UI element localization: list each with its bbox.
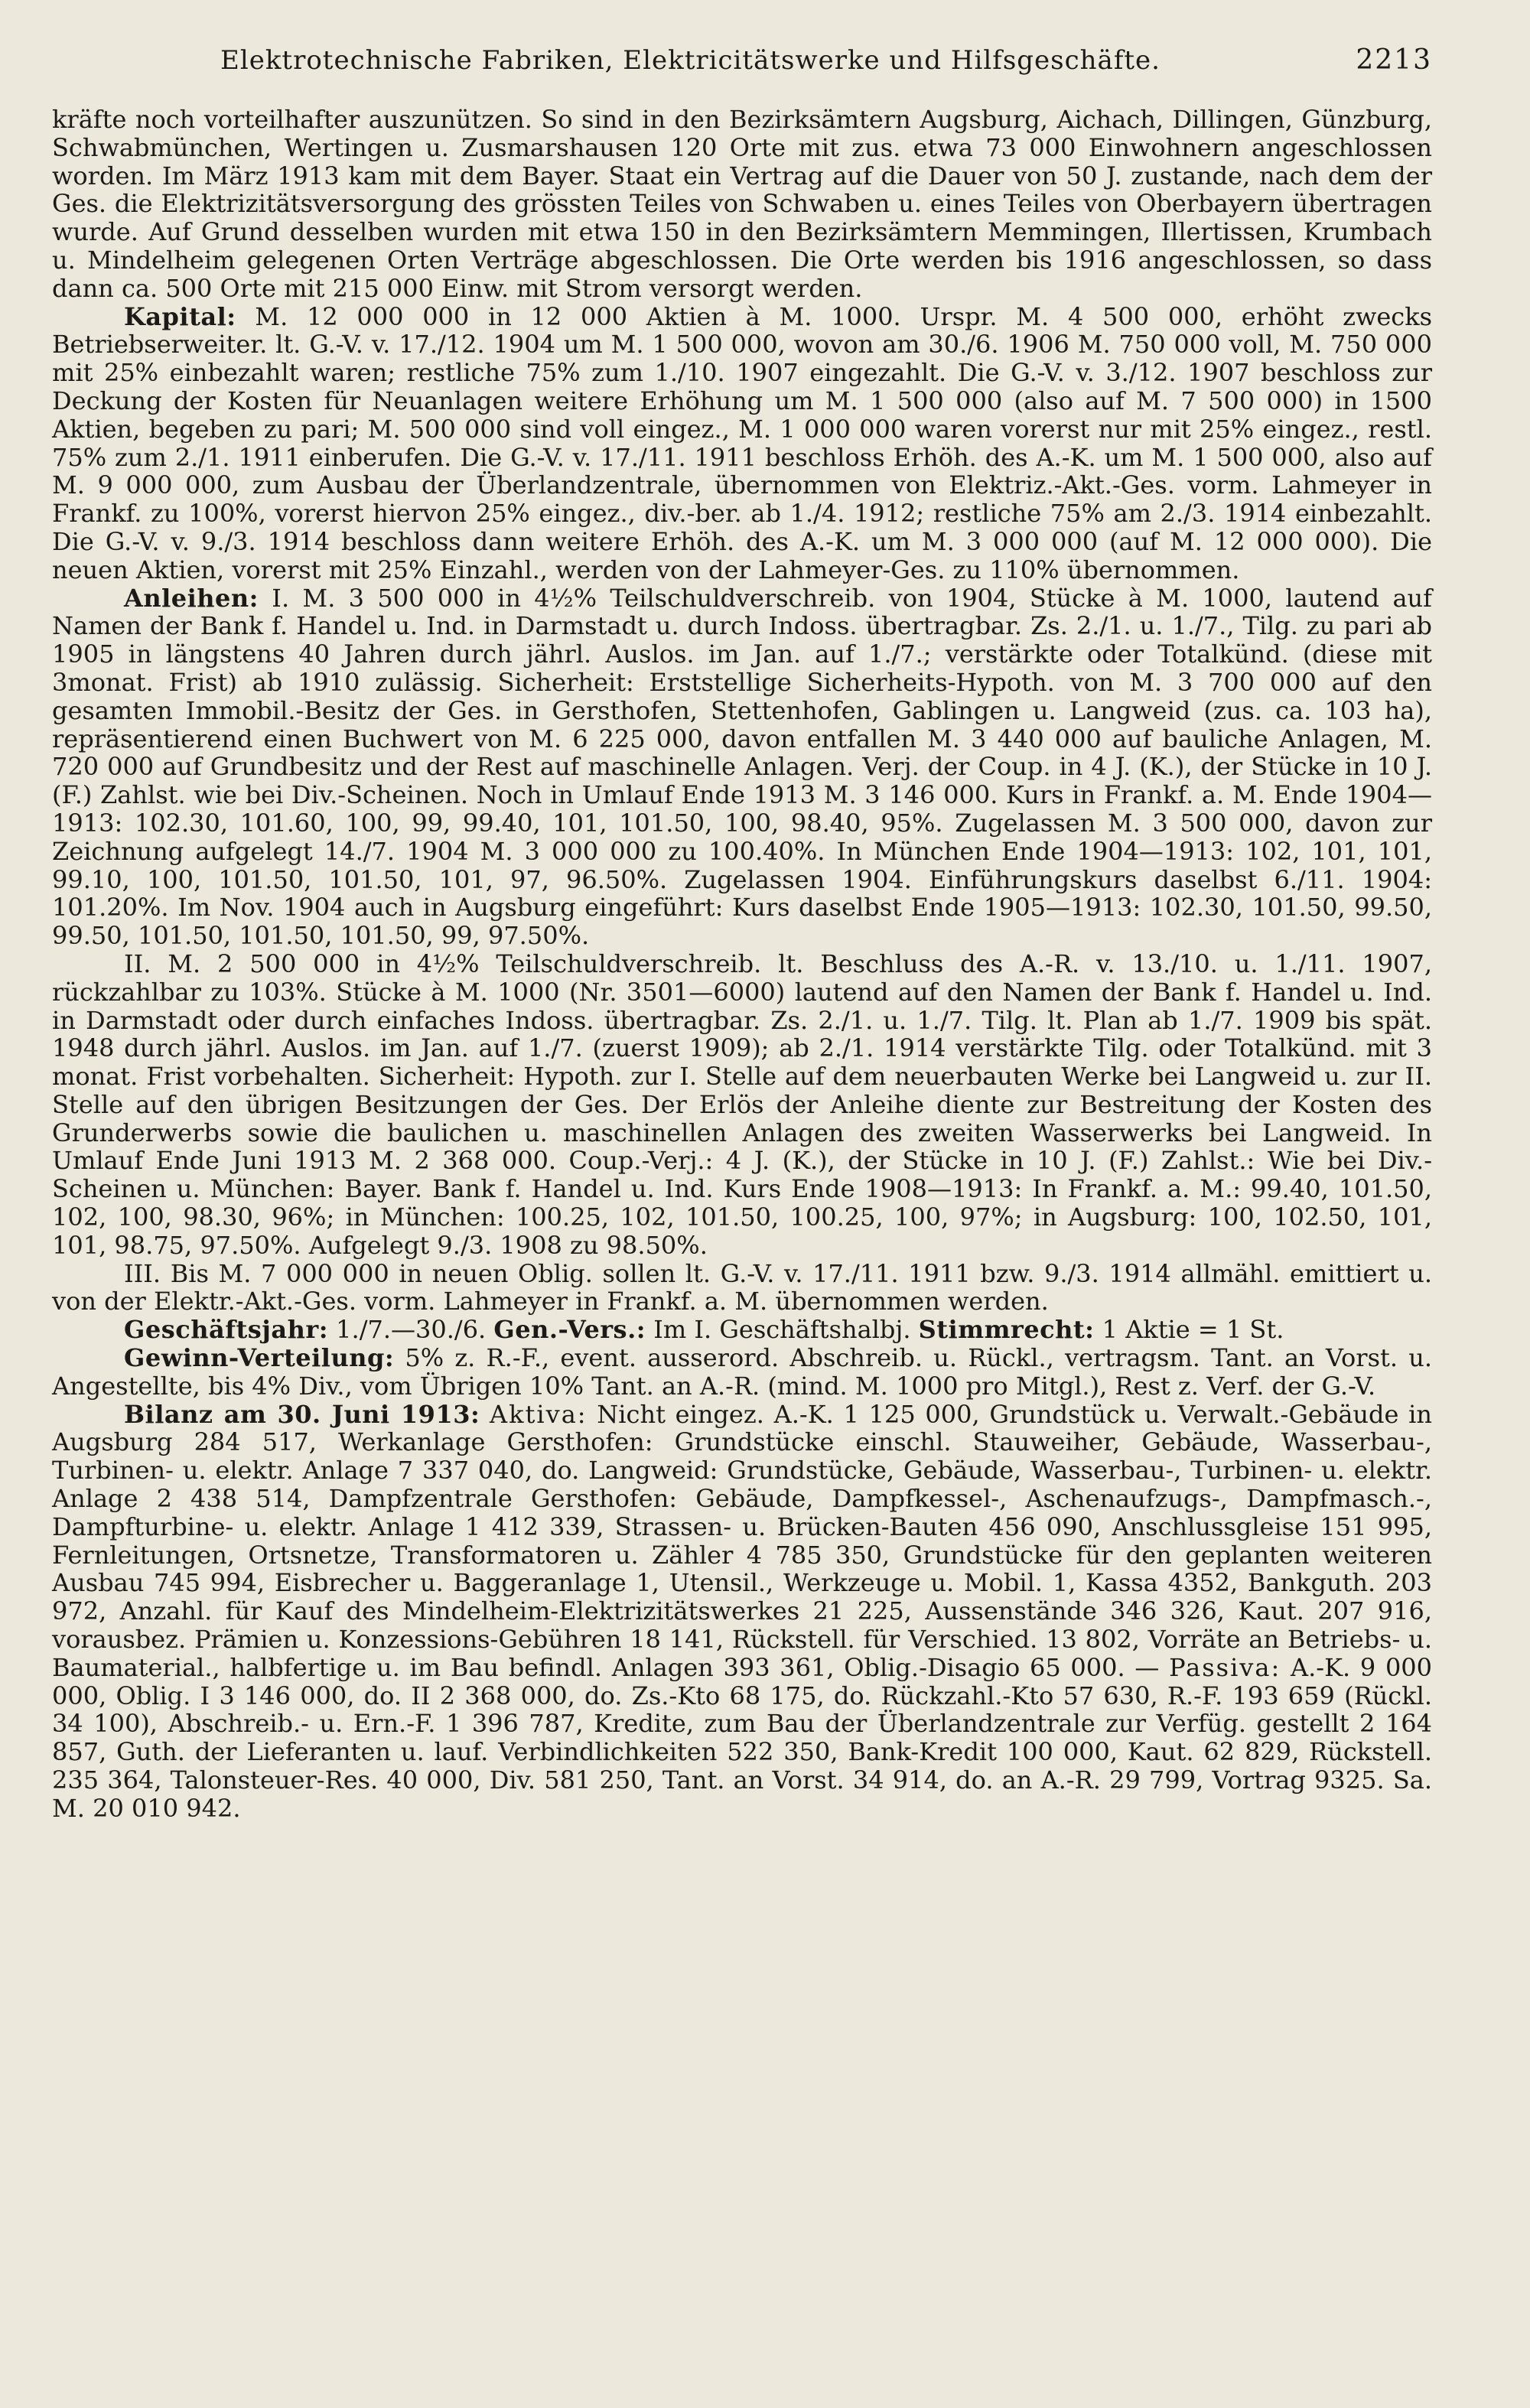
anleihen-paragraph [52, 584, 1432, 950]
gen-vers-label: Gen.-Vers.: [493, 1315, 646, 1345]
stimmrecht-label: Stimmrecht: [918, 1315, 1095, 1345]
passiva-text: A.-K. 9 000 000, Oblig. I 3 146 000, do. II 2 368 000, do. Zs.-Kto 68 175, do. Rückzahl.-Kto 57 630, R.-F. 193 659 (Rückl. 34 100), Abschreib.- u. Ern.-F. 1 396 787, Kredite, zum Bau der Überlandzentrale zur Verfüg. gestellt 2 164 857, Guth. der Lieferanten u. lauf. Verbindlichkeiten 522 350, Bank-Kredit 100 000, Kaut. 62 829, Rückstell. 235 364, Talonsteuer-Res. 40 000, Div. 581 250, Tant. an Vorst. 34 914, do. an A.-R. 29 799, Vortrag 9325. Sa. M. 20 010 942. [52, 1652, 1433, 1823]
geschaeftsjahr-label: Geschäftsjahr: [124, 1315, 328, 1345]
gewinn-label: Gewinn-Verteilung: [124, 1343, 395, 1373]
body-text [52, 106, 1432, 1823]
bilanz-paragraph [52, 1401, 1432, 1823]
page-header [220, 44, 1432, 83]
anleihen-part2-paragraph [52, 950, 1432, 1260]
passiva-label: Passiva: [1169, 1652, 1281, 1682]
geschaeftsjahr-text: 1./7.—30./6. [336, 1315, 487, 1345]
running-title: Elektrotechnische Fabriken, Elektricitätswerke und Hilfsgeschäfte. [220, 45, 1161, 76]
stimmrecht-text: 1 Aktie = 1 St. [1102, 1315, 1284, 1345]
geschaeftsjahr-paragraph [52, 1316, 1432, 1344]
intro-text: kräfte noch vorteilhafter auszunützen. So sind in den Bezirksämtern Augsburg, Aichach, Dillingen, Günzburg, Schwabmünchen, Wertingen u. Zusmarshausen 120 Orte mit zus. etwa 73 000 Einwohnern angeschlossen worden. Im März 1913 kam mit dem Bayer. Staat ein Vertrag auf die Dauer von 50 J. zustande, nach dem der Ges. die Elektrizitätsversorgung des grössten Teiles von Schwaben u. eines Teiles von Oberbayern übertragen wurde. Auf Grund desselben wurden mit etwa 150 in den Bezirksämtern Memmingen, Illertissen, Krumbach u. Mindelheim gelegenen Orten Verträge abgeschlossen. Die Orte werden bis 1916 angeschlossen, so dass dann ca. 500 Orte mit 215 000 Einw. mit Strom versorgt werden. [52, 105, 1432, 303]
kapital-text: M. 12 000 000 in 12 000 Aktien à M. 1000. Urspr. M. 4 500 000, erhöht zwecks Betriebserweiter. lt. G.-V. v. 17./12. 1904 um M. 1 500 000, wovon am 30./6. 1906 M. 750 000 voll, M. 750 000 mit 25% einbezahlt waren; restliche 75% zum 1./10. 1907 eingezahlt. Die G.-V. v. 3./12. 1907 beschloss zur Deckung der Kosten für Neuanlagen weitere Erhöhung um M. 1 500 000 (also auf M. 7 500 000) in 1500 Aktien, begeben zu pari; M. 500 000 sind voll eingez., M. 1 000 000 waren vorerst nur mit 25% eingez., restl. 75% zum 2./1. 1911 einberufen. Die G.-V. v. 17./11. 1911 beschloss Erhöh. des A.-K. um M. 1 500 000, also auf M. 9 000 000, zum Ausbau der Überlandzentrale, übernommen von Elektriz.-Akt.-Ges. vorm. Lahmeyer in Frankf. zu 100%, vorerst hiervon 25% eingez., div.-ber. ab 1./4. 1912; restliche 75% am 2./3. 1914 einbezahlt. Die G.-V. v. 9./3. 1914 beschloss dann weitere Erhöh. des A.-K. um M. 3 000 000 (auf M. 12 000 000). Die neuen Aktien, vorerst mit 25% Einzahl., werden von der Lahmeyer-Ges. zu 110% übernommen. [52, 301, 1433, 584]
anleihen-label: Anleihen: [124, 583, 259, 613]
aktiva-text: Nicht eingez. A.-K. 1 125 000, Grundstück u. Verwalt.-Gebäude in Augsburg 284 517, Werkanlage Gersthofen: Grundstücke einschl. Stauweiher, Gebäude, Wasserbau-, Turbinen- u. elektr. Anlage 7 337 040, do. Langweid: Grundstücke, Gebäude, Wasserbau-, Turbinen- u. elektr. Anlage 2 438 514, Dampfzentrale Gersthofen: Gebäude, Dampfkessel-, Aschenaufzugs-, Dampfmasch.-, Dampfturbine- u. elektr. Anlage 1 412 339, Strassen- u. Brücken-Bauten 456 090, Anschlussgleise 151 995, Fernleitungen, Ortsnetze, Transformatoren u. Zähler 4 785 350, Grundstücke für den geplanten weiteren Ausbau 745 994, Eisbrecher u. Baggeranlage 1, Utensil., Werkzeuge u. Mobil. 1, Kassa 4352, Bankguth. 203 972, Anzahl. für Kauf des Mindelheim-Elektrizitätswerkes 21 225, Aussenstände 346 326, Kaut. 207 916, vorausbez. Prämien u. Konzessions-Gebühren 18 141, Rückstell. für Verschied. 13 802, Vorräte an Betriebs- u. Baumaterial., halbfertige u. im Bau befindl. Anlagen 393 361, Oblig.-Disagio 65 000. — [52, 1399, 1433, 1682]
page-number: 2213 [1356, 44, 1432, 76]
anleihen-part2-text: II. M. 2 500 000 in 4½% Teilschuldverschreib. lt. Beschluss des A.-R. v. 13./10. u. 1./11. 1907, rückzahlbar zu 103%. Stücke à M. 1000 (Nr. 3501—6000) lautend auf den Namen der Bank f. Handel u. Ind. in Darmstadt oder durch einfaches Indoss. übertragbar. Zs. 2./1. u. 1./7. Tilg. lt. Plan ab 1./7. 1909 bis spät. 1948 durch jährl. Auslos. im Jan. auf 1./7. (zuerst 1909); ab 2./1. 1914 verstärkte Tilg. oder Totalkünd. mit 3 monat. Frist vorbehalten. Sicherheit: Hypoth. zur I. Stelle auf dem neuerbauten Werke bei Langweid u. zur II. Stelle auf den übrigen Besitzungen der Ges. Der Erlös der Anleihe diente zur Bestreitung der Kosten des Grunderwerbs sowie die baulichen u. maschinellen Anlagen des zweiten Wasserwerks bei Langweid. In Umlauf Ende Juni 1913 M. 2 368 000. Coup.-Verj.: 4 J. (K.), der Stücke in 10 J. (F.) Zahlst.: Wie bei Div.-Scheinen u. München: Bayer. Bank f. Handel u. Ind. Kurs Ende 1908—1913: In Frankf. a. M.: 99.40, 101.50, 102, 100, 98.30, 96%; in München: 100.25, 102, 101.50, 100.25, 100, 97%; in Augsburg: 100, 102.50, 101, 101, 98.75, 97.50%. Aufgelegt 9./3. 1908 zu 98.50%. [52, 949, 1432, 1260]
anleihen-part3-paragraph [52, 1260, 1432, 1316]
anleihen-part3-text: III. Bis M. 7 000 000 in neuen Oblig. sollen lt. G.-V. v. 17./11. 1911 bzw. 9./3. 1914 allmähl. emittiert u. von der Elektr.-Akt.-Ges. vorm. Lahmeyer in Frankf. a. M. übernommen werden. [52, 1258, 1432, 1316]
kapital-label: Kapital: [124, 301, 236, 331]
aktiva-label: Aktiva: [490, 1399, 588, 1429]
gen-vers-text: Im I. Geschäftshalbj. [653, 1315, 911, 1345]
intro-paragraph [52, 106, 1432, 303]
bilanz-label: Bilanz am 30. Juni 1913: [124, 1399, 480, 1429]
gewinn-text: 5% z. R.-F., event. ausserord. Abschreib. u. Rückl., vertragsm. Tant. an Vorst. u. Angestellte, bis 4% Div., vom Übrigen 10% Tant. an A.-R. (mind. M. 1000 pro Mitgl.), Rest z. Verf. der G.-V. [52, 1343, 1433, 1401]
gewinn-paragraph [52, 1344, 1432, 1401]
kapital-paragraph [52, 303, 1432, 584]
anleihen-part1-text: I. M. 3 500 000 in 4½% Teilschuldverschreib. von 1904, Stücke à M. 1000, lautend auf Namen der Bank f. Handel u. Ind. in Darmstadt u. durch Indoss. übertragbar. Zs. 2./1. u. 1./7., Tilg. zu pari ab 1905 in längstens 40 Jahren durch jährl. Auslos. im Jan. auf 1./7.; verstärkte oder Totalkünd. (diese mit 3monat. Frist) ab 1910 zulässig. Sicherheit: Erststellige Sicherheits-Hypoth. von M. 3 700 000 auf den gesamten Immobil.-Besitz der Ges. in Gersthofen, Stettenhofen, Gablingen u. Langweid (zus. ca. 103 ha), repräsentierend einen Buchwert von M. 6 225 000, davon entfallen M. 3 440 000 auf bauliche Anlagen, M. 720 000 auf Grundbesitz und der Rest auf maschinelle Anlagen. Verj. der Coup. in 4 J. (K.), der Stücke in 10 J. (F.) Zahlst. wie bei Div.-Scheinen. Noch in Umlauf Ende 1913 M. 3 146 000. Kurs in Frankf. a. M. Ende 1904—1913: 102.30, 101.60, 100, 99, 99.40, 101, 101.50, 100, 98.40, 95%. Zugelassen M. 3 500 000, davon zur Zeichnung aufgelegt 14./7. 1904 M. 3 000 000 zu 100.40%. In München Ende 1904—1913: 102, 101, 101, 99.10, 100, 101.50, 101.50, 101, 97, 96.50%. Zugelassen 1904. Einführungskurs daselbst 6./11. 1904: 101.20%. Im Nov. 1904 auch in Augsburg eingeführt: Kurs daselbst Ende 1905—1913: 102.30, 101.50, 99.50, 99.50, 101.50, 101.50, 101.50, 99, 97.50%. [52, 583, 1433, 951]
